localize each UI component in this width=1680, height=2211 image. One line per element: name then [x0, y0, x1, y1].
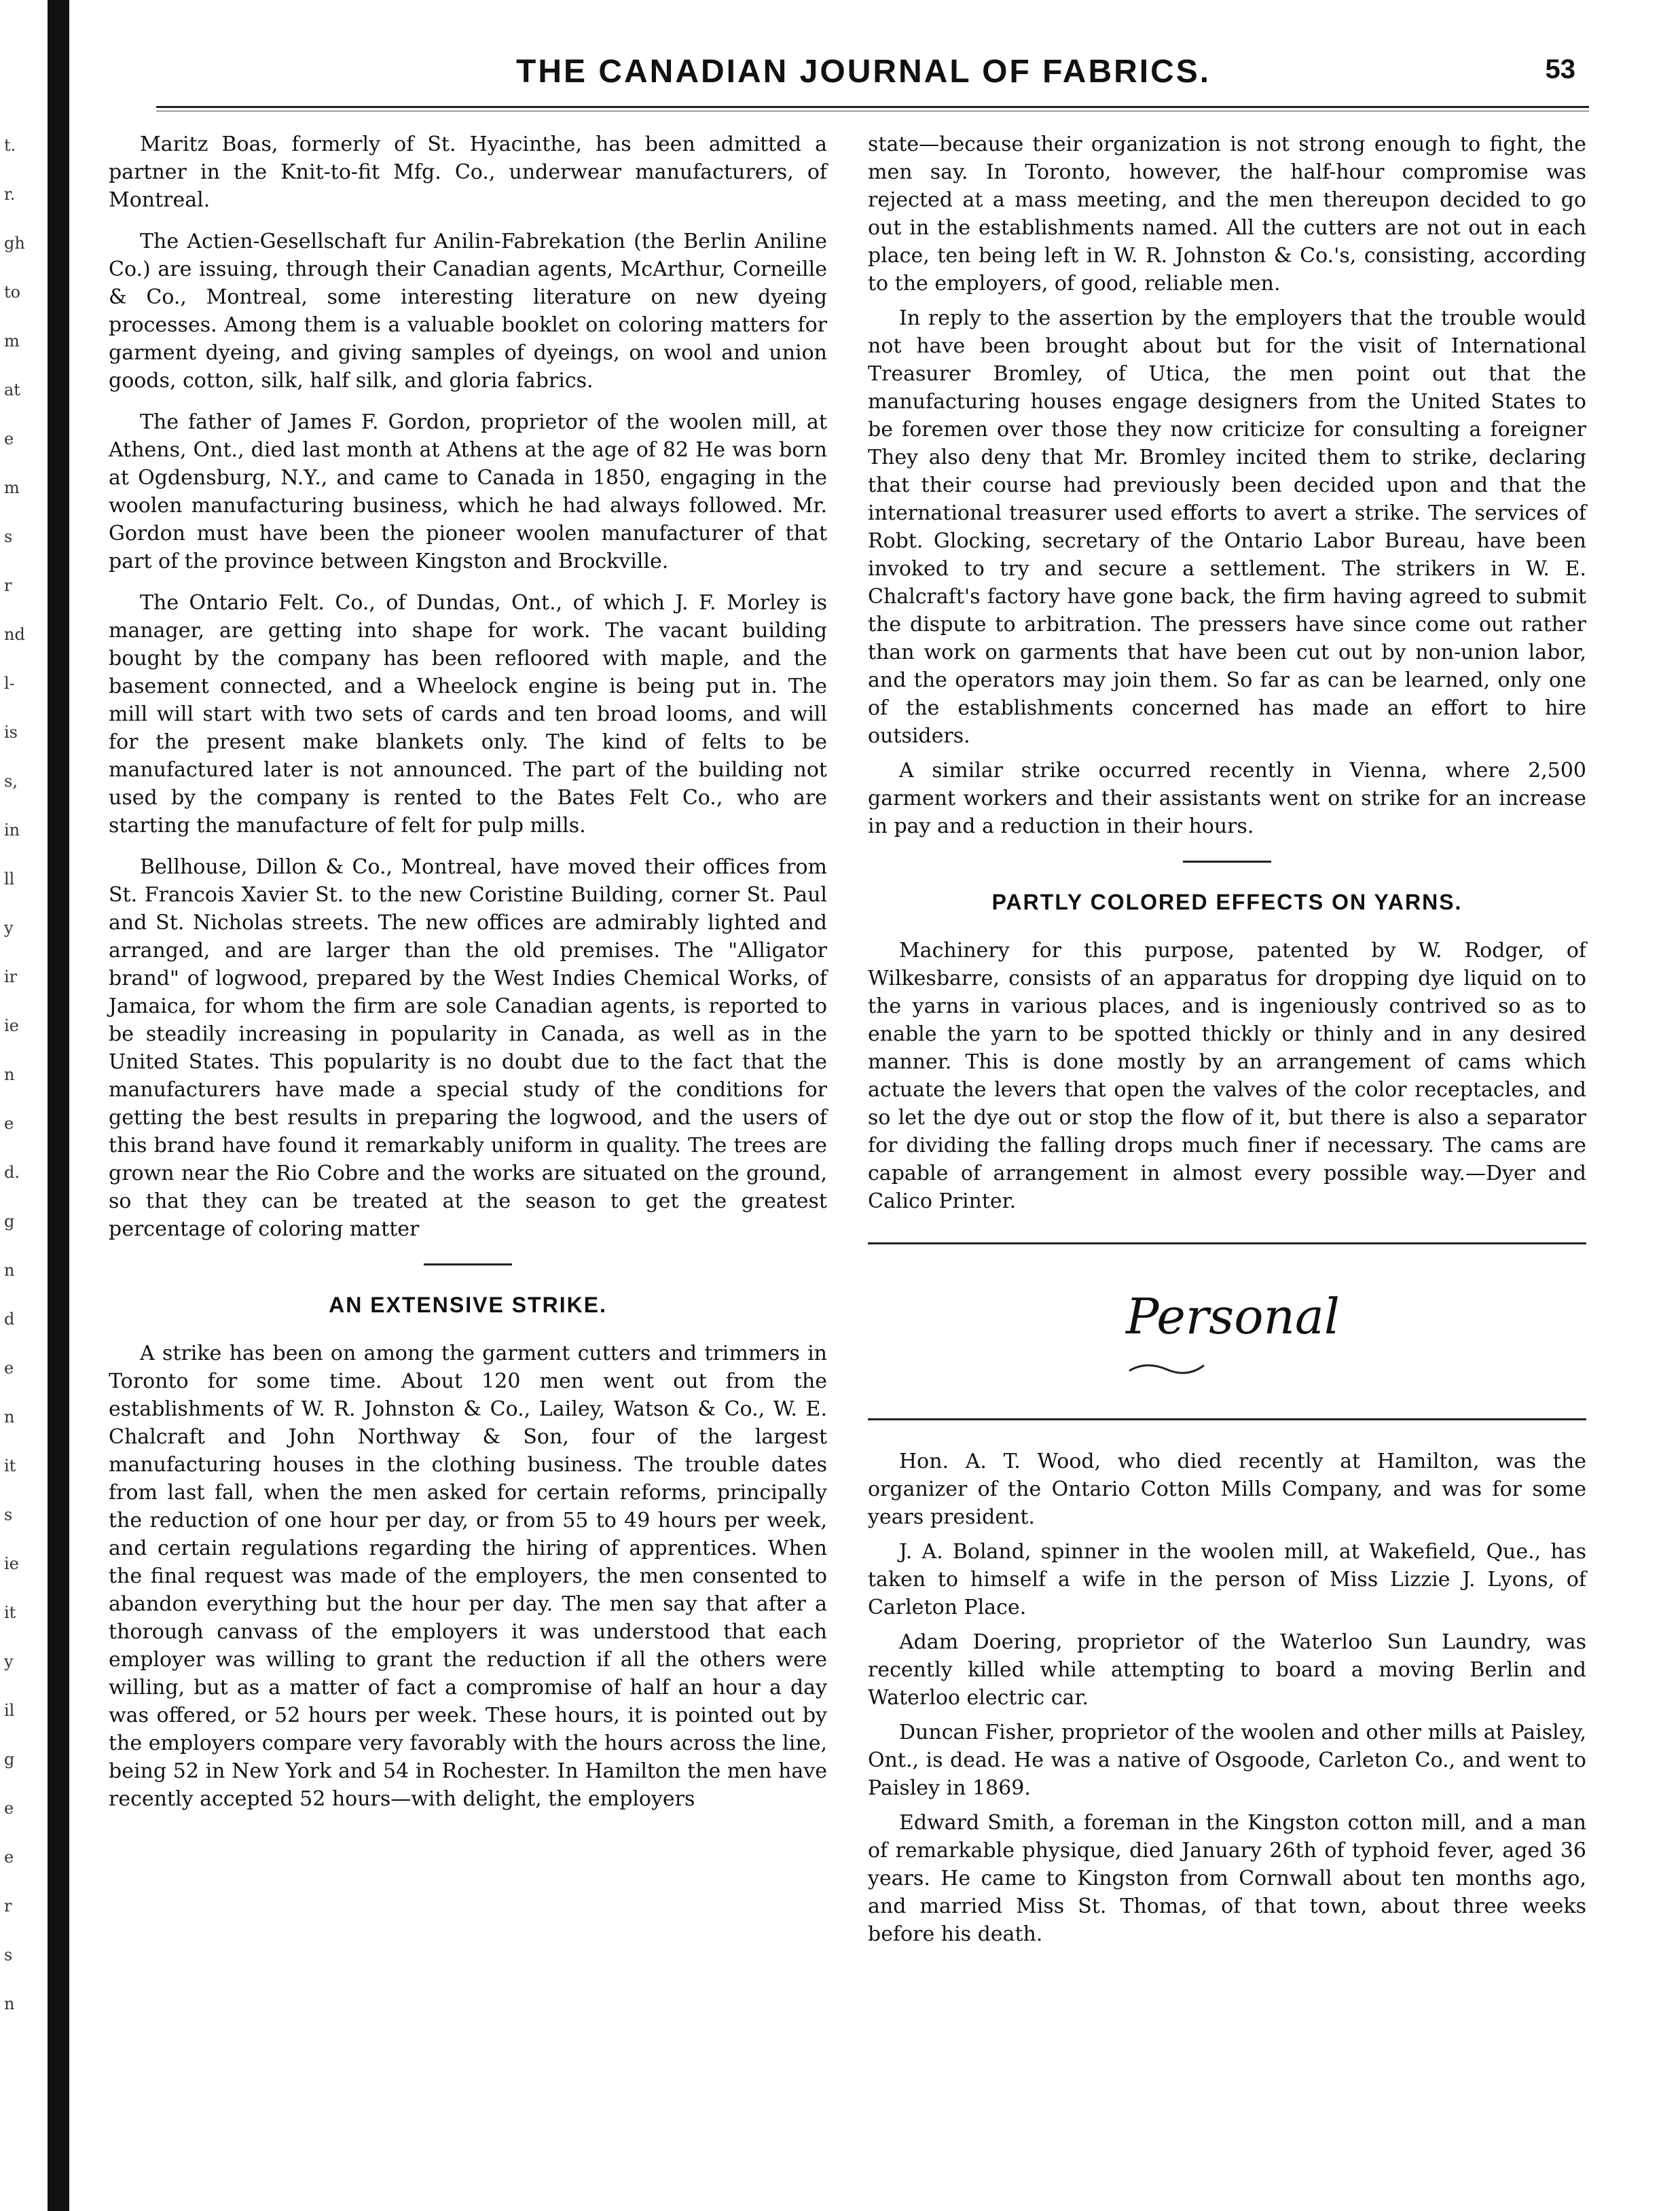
margin-fragment: e: [4, 429, 14, 448]
margin-fragment: ie: [4, 1554, 19, 1573]
margin-fragment: m: [4, 478, 20, 497]
margin-fragment: il: [4, 1701, 15, 1720]
news-item: Bellhouse, Dillon & Co., Montreal, have moved their offices from St. Francois Xavier St. to the new Coristine Building, corner St. Paul and St. Nicholas streets. The new offices are admirably lighted and arranged, and are larger than the old premises. The "Alligator brand" of logwood, prepared by the West Indies Chemical Works, of Jamaica, for whom the firm are sole Canadian agents, is reported to be steadily increasing in popularity in Canada, as well as in the United States. This popularity is no doubt due to the fact that the manufacturers have made a special study of the conditions for getting the best results in preparing the logwood, and the users of this brand have found it remarkably uniform in quality. The trees are grown near the Rio Cobre and the works are situated on the ground, so that they can be treated at the season to get the greatest percentage of coloring matter: [109, 855, 827, 1241]
margin-fragment: s: [4, 527, 13, 546]
margin-fragment: r: [4, 576, 12, 595]
margin-fragment: it: [4, 1603, 16, 1622]
strike-article-continued: In reply to the assertion by the employers that the trouble would not have been brought about but for the visit of International Treasurer Bromley, of Utica, the men point out that the manufacturing houses engage designers from the United States to be foremen over those they now criticize for consulting a foreigner They also deny that Mr. Bromley incited them to strike, declaring that their course had previously been decided upon and that the international treasurer used efforts to avert a strike. The services of Robt. Glocking, secretary of the Ontario Labor Bureau, have been invoked to try and secure a settlement. The strikers in W. E. Chalcraft's factory have gone back, the firm having agreed to submit the dispute to arbitration. The pressers have since come out rather than work on garments that have been cut out by non-union labor, and the operators may join them. So far as can be learned, only one of the establishments concerned has made an effort to hire outsiders.: [868, 306, 1586, 748]
margin-fragment: e: [4, 1848, 14, 1867]
margin-fragment: ll: [4, 869, 15, 888]
personal-item: Duncan Fisher, proprietor of the woolen and other mills at Paisley, Ont., is dead. He was a native of Osgoode, Carleton Co., and went to Paisley in 1869.: [868, 1721, 1586, 1800]
margin-fragment: s: [4, 1945, 13, 1964]
margin-fragment: it: [4, 1456, 16, 1475]
margin-fragment: gh: [4, 234, 25, 253]
margin-fragment: y: [4, 1652, 14, 1671]
personal-title: Personal: [1126, 1288, 1340, 1345]
header-rule: [156, 106, 1589, 108]
margin-fragment: s,: [4, 772, 18, 791]
margin-fragment: s: [4, 1505, 13, 1524]
margin-fragment: t.: [4, 136, 16, 155]
margin-fragment: n: [4, 1065, 15, 1084]
strike-article-continued: A similar strike occurred recently in Vienna, where 2,500 garment workers and their assistants went on strike for an increase in pay and a reduction in their hours.: [868, 759, 1586, 838]
margin-fragment: n: [4, 1994, 15, 2013]
margin-fragment: e: [4, 1359, 14, 1378]
news-item: Maritz Boas, formerly of St. Hyacinthe, has been admitted a partner in the Knit-to-fit Mfg. Co., underwear manufacturers, of Montreal.: [109, 132, 827, 212]
journal-title: THE CANADIAN JOURNAL OF FABRICS.: [516, 54, 1211, 90]
margin-fragment: r: [4, 1897, 12, 1916]
right-column: [868, 130, 1586, 1955]
flourish-ornament: [1126, 1357, 1207, 1378]
strike-article: A strike has been on among the garment cutters and trimmers in Toronto for some time. About 120 men went out from the establishments of W. R. Johnston & Co., Lailey, Watson & Co., W. E. Chalcraft and John Northway & Son, four of the largest manufacturing houses in the clothing business. The trouble dates from last fall, when the men asked for certain reforms, principally the reduction of one hour per day, or from 55 to 49 hours per week, and certain regulations regarding the hiring of apprentices. When the final request was made of the employers, the men consented to abandon everything but the hour per day. The men say that after a thorough canvass of the employers it was understood that each employer was willing to grant the reduction if all the others were willing, but as a matter of fact a compromise of half an hour a day was offered, or 52 hours per week. These hours, it is pointed out by the employers compare very favorably with the hours across the line, being 52 in New York and 54 in Rochester. In Hamilton the men have recently accepted 52 hours—with delight, the employers: [109, 1342, 827, 1811]
news-item: The Ontario Felt. Co., of Dundas, Ont., of which J. F. Morley is manager, are getting into shape for work. The vacant building bought by the company has been refloored with maple, and the basement connected, and a Wheelock engine is being put in. The mill will start with two sets of cards and ten broad looms, and will for the present make blankets only. The kind of felts to be manufactured later is not announced. The part of the building not used by the company is rented to the Bates Felt Co., who are starting the manufacture of felt for pulp mills.: [109, 591, 827, 838]
adjacent-page-fragments: [0, 136, 43, 2174]
news-item: The father of James F. Gordon, proprietor of the woolen mill, at Athens, Ont., died last month at Athens at the age of 82 He was born at Ogdensburg, N.Y., and came to Canada in 1850, engaging in the woolen manufacturing business, which he had always followed. Mr. Gordon must have been the pioneer woolen manufacturer of that part of the province between Kingston and Brockville.: [109, 410, 827, 573]
margin-fragment: ir: [4, 967, 18, 986]
margin-fragment: n: [4, 1407, 15, 1426]
margin-fragment: l-: [4, 674, 15, 693]
personal-item: J. A. Boland, spinner in the woolen mill, at Wakefield, Que., has taken to himself a wife in the person of Miss Lizzie J. Lyons, of Carleton Place.: [868, 1540, 1586, 1619]
personal-item: Adam Doering, proprietor of the Waterloo Sun Laundry, was recently killed while attempting to board a moving Berlin and Waterloo electric car.: [868, 1630, 1586, 1710]
yarns-heading: PARTLY COLORED EFFECTS ON YARNS.: [991, 890, 1463, 914]
margin-fragment: ie: [4, 1016, 19, 1035]
news-item: The Actien-Gesellschaft fur Anilin-Fabrekation (the Berlin Aniline Co.) are issuing, through their Canadian agents, McArthur, Corneille & Co., Montreal, some interesting literature on new dyeing processes. Among them is a valuable booklet on coloring matters for garment dyeing, and giving samples of dyeings, on wool and union goods, cotton, silk, half silk, and gloria fabrics.: [109, 230, 827, 393]
margin-fragment: to: [4, 283, 21, 302]
page-number: 53: [1545, 54, 1575, 84]
margin-fragment: e: [4, 1799, 14, 1818]
margin-fragment: d.: [4, 1163, 20, 1182]
left-column: [109, 130, 827, 1827]
personal-title-block: [868, 1262, 1586, 1418]
margin-fragment: in: [4, 821, 20, 840]
margin-fragment: r.: [4, 185, 16, 204]
margin-fragment: at: [4, 380, 20, 399]
personal-item: Edward Smith, a foreman in the Kingston cotton mill, and a man of remarkable physique, died January 26th of typhoid fever, aged 36 years. He came to Kingston from Cornwall about ten months ago, and married Miss St. Thomas, of that town, about three weeks before his death.: [868, 1811, 1586, 1946]
strike-article-continued: state—because their organization is not strong enough to fight, the men say. In Toronto, however, the half-hour compromise was rejected at a mass meeting, and the men thereupon decided to go out in the establishments named. All the cutters are not out in each place, ten being left in W. R. Johnston & Co.'s, consisting, according to the employers, of good, reliable men.: [868, 132, 1586, 295]
margin-fragment: g: [4, 1212, 15, 1231]
margin-fragment: d: [4, 1310, 15, 1329]
margin-fragment: m: [4, 331, 20, 350]
scan-binding-shadow: [48, 0, 69, 2211]
margin-fragment: e: [4, 1114, 14, 1133]
strike-heading: AN EXTENSIVE STRIKE.: [329, 1293, 607, 1317]
yarns-article: Machinery for this purpose, patented by W. Rodger, of Wilkesbarre, consists of an apparatus for dropping dye liquid on to the yarns in various places, and is ingeniously contrived so as to enable the yarn to be spotted thickly or thinly and in any desired manner. This is done mostly by an arrangement of cams which actuate the levers that open the valves of the color receptacles, and so let the dye out or stop the flow of it, but there is also a separator for dividing the falling drops much finer if necessary. The cams are capable of arrangement in almost every possible way.—Dyer and Calico Printer.: [868, 939, 1586, 1213]
personal-item: Hon. A. T. Wood, who died recently at Hamilton, was the organizer of the Ontario Cotton Mills Company, and was for some years president.: [868, 1450, 1586, 1529]
margin-fragment: g: [4, 1750, 15, 1769]
margin-fragment: is: [4, 723, 18, 742]
personal-bottom-rule: [868, 1418, 1586, 1420]
section-divider: [424, 1263, 512, 1265]
margin-fragment: nd: [4, 625, 25, 644]
margin-fragment: n: [4, 1261, 15, 1280]
personal-top-rule: [868, 1242, 1586, 1244]
section-divider: [1183, 861, 1271, 863]
margin-fragment: y: [4, 918, 14, 937]
running-head: [156, 48, 1589, 102]
